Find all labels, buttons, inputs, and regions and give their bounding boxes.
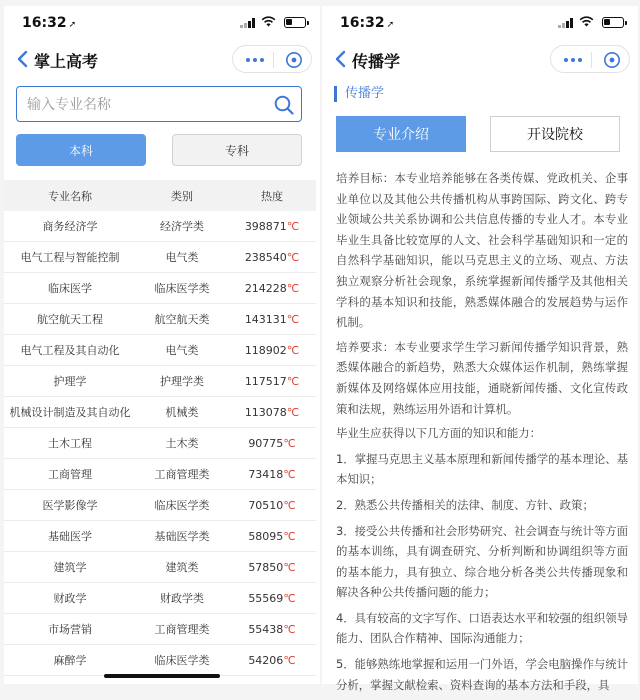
table-row[interactable]	[4, 645, 316, 676]
table-row[interactable]	[4, 459, 316, 490]
heat-unit: ℃	[283, 591, 296, 605]
major-category: 临床医学类	[154, 654, 210, 667]
table-row[interactable]	[4, 552, 316, 583]
location-arrow-icon: ➚	[386, 20, 395, 30]
major-category: 财政学类	[160, 592, 204, 605]
heat-cell	[228, 561, 316, 574]
heat-cell	[228, 530, 316, 543]
major-category: 经济学类	[160, 220, 204, 233]
page-title: 传播学	[352, 52, 401, 71]
table-row[interactable]	[4, 366, 316, 397]
right-screen	[322, 6, 638, 692]
heat-cell	[228, 592, 316, 605]
header-major-name: 专业名称	[48, 189, 92, 203]
major-category: 土木类	[165, 437, 199, 450]
home-indicator	[104, 674, 220, 678]
status-time: 16:32 ➚	[22, 15, 77, 31]
major-table	[4, 180, 316, 676]
heat-value: 90775	[248, 436, 284, 450]
heat-cell	[228, 375, 316, 388]
more-icon[interactable]	[246, 58, 264, 62]
heat-cell	[228, 468, 316, 481]
search-input[interactable]	[27, 94, 257, 116]
major-name: 机械设计制造及其自动化	[9, 406, 131, 419]
list-item: 2．熟悉公共传播相关的法律、制度、方针、政策；	[336, 497, 594, 512]
major-category: 工商管理类	[154, 623, 210, 636]
signal-icon	[558, 18, 574, 28]
list-item: 5．能够熟练地掌握和运用一门外语，学会电脑操作与统计分析，掌握文献检索、资料查询的基本方法和手段，具	[336, 657, 629, 692]
table-row[interactable]	[4, 242, 316, 273]
heat-unit: ℃	[286, 343, 300, 357]
major-name: 航空航天工程	[37, 313, 103, 326]
heat-cell	[228, 220, 316, 233]
heat-cell	[228, 251, 316, 264]
major-category: 电气类	[165, 251, 199, 264]
header-heat: 热度	[261, 189, 283, 203]
status-bar	[4, 6, 320, 40]
heat-unit: ℃	[283, 436, 296, 450]
table-row[interactable]	[4, 614, 316, 645]
battery-icon	[602, 17, 624, 28]
heat-unit: ℃	[286, 312, 300, 326]
table-header	[4, 180, 316, 211]
mini-program-capsule	[550, 45, 630, 73]
heat-cell	[228, 282, 316, 295]
table-row[interactable]	[4, 428, 316, 459]
heat-cell	[228, 623, 316, 636]
heat-value: 143131	[244, 312, 287, 326]
heat-value: 113078	[244, 405, 287, 419]
table-row[interactable]	[4, 273, 316, 304]
heat-unit: ℃	[286, 374, 300, 388]
major-category: 护理学类	[160, 375, 204, 388]
major-name: 财政学	[53, 592, 87, 605]
table-row[interactable]	[4, 583, 316, 614]
heat-cell	[228, 499, 316, 512]
close-icon[interactable]	[603, 51, 621, 69]
major-category: 临床医学类	[154, 499, 210, 512]
heat-unit: ℃	[283, 529, 296, 543]
major-name: 工商管理	[48, 468, 92, 481]
major-name: 麻醉学	[53, 654, 87, 667]
paragraph-training-goal: 培养目标：本专业培养能够在各类传媒、党政机关、企事业单位以及其他公共传播机构从事跨国际、跨文化、跨专业领域公共关系协调和公共信息传播的专业人才。本专业毕业生具备比较宽厚的人文、社会科学基础知识和一定的自然科学基础知识，能以马克思主义的立场、观点、方法独立观察分析社会现象，系统掌握新闻传播学及其他相关学科的基本知识和技能，熟悉媒体融合的发展趋势与运作机制。	[336, 171, 628, 330]
mini-program-capsule	[232, 45, 312, 73]
more-icon[interactable]	[564, 58, 582, 62]
status-bar	[322, 6, 638, 40]
heat-value: 70510	[248, 498, 284, 512]
chevron-left-icon[interactable]	[334, 49, 348, 69]
list-item: 1．掌握马克思主义基本原理和新闻传播学的基本理论、基本知识；	[336, 451, 629, 487]
major-name: 市场营销	[48, 623, 92, 636]
tab-junior-college[interactable]: 专科	[172, 134, 302, 166]
major-name: 电气工程与智能控制	[20, 251, 120, 264]
tab-offering-schools[interactable]: 开设院校	[490, 116, 620, 152]
battery-icon	[284, 17, 306, 28]
heat-value: 55438	[248, 622, 284, 636]
heat-unit: ℃	[283, 653, 296, 667]
major-category: 机械类	[165, 406, 199, 419]
major-description	[336, 168, 628, 700]
search-icon[interactable]	[273, 94, 295, 116]
major-name: 临床医学	[48, 282, 92, 295]
heat-value: 117517	[244, 374, 287, 388]
heat-value: 55569	[248, 591, 284, 605]
heat-unit: ℃	[286, 405, 300, 419]
close-icon[interactable]	[285, 51, 303, 69]
tab-undergraduate[interactable]: 本科	[16, 134, 146, 166]
major-category: 工商管理类	[154, 468, 210, 481]
heat-unit: ℃	[283, 560, 296, 574]
nav-bar	[4, 40, 320, 80]
location-arrow-icon: ➚	[68, 20, 77, 30]
list-item: 3．接受公共传播和社会形势研究、社会调查与统计等方面的基本训练，具有调查研究、分析判断和协调组织等方面的基本能力，具有独立、综合地分析各类公共传播现象和解决各种公共传播问题的能力；	[336, 523, 629, 600]
list-item: 4．具有较高的文字写作、口语表达水平和较强的组织领导能力、团队合作精神、国际沟通能力；	[336, 610, 629, 646]
heat-cell	[228, 406, 316, 419]
paragraph-training-requirements: 培养要求：本专业要求学生学习新闻传播学知识背景，熟悉媒体融合的新趋势，熟悉大众媒体运作机制，熟练掌握新媒体及网络媒体应用技能，通晓新闻传播、文化宣传政策和法规，熟练运用外语和计算机。	[336, 339, 628, 416]
major-category: 电气类	[165, 344, 199, 357]
table-row[interactable]	[4, 521, 316, 552]
heat-value: 398871	[244, 219, 287, 233]
status-time: 16:32 ➚	[340, 15, 395, 31]
table-row[interactable]	[4, 490, 316, 521]
chevron-left-icon[interactable]	[16, 49, 30, 69]
heat-value: 238540	[244, 250, 287, 264]
header-category: 类别	[171, 189, 193, 203]
heat-value: 57850	[248, 560, 284, 574]
table-row[interactable]	[4, 335, 316, 366]
major-name: 电气工程及其自动化	[20, 344, 120, 357]
search-box	[16, 86, 302, 122]
capsule-divider	[273, 52, 274, 68]
capsule-divider	[591, 52, 592, 68]
major-name: 建筑学	[53, 561, 87, 574]
heat-unit: ℃	[283, 622, 296, 636]
major-category: 基础医学类	[154, 530, 210, 543]
heat-unit: ℃	[283, 498, 296, 512]
left-screen	[4, 6, 320, 684]
wifi-icon	[579, 15, 594, 27]
heat-cell	[228, 344, 316, 357]
heat-cell	[228, 313, 316, 326]
nav-bar	[322, 40, 638, 80]
heat-unit: ℃	[286, 250, 300, 264]
major-category: 航空航天类	[154, 313, 210, 326]
section-heading: 传播学	[334, 86, 384, 102]
paragraph-abilities-intro: 毕业生应获得以下几方面的知识和能力：	[336, 426, 542, 441]
heat-value: 54206	[248, 653, 284, 667]
table-row[interactable]	[4, 397, 316, 428]
wifi-icon	[261, 15, 276, 27]
major-name: 基础医学	[48, 530, 92, 543]
heat-value: 73418	[248, 467, 284, 481]
major-name: 商务经济学	[42, 220, 98, 233]
heat-value: 58095	[248, 529, 284, 543]
heat-cell	[228, 437, 316, 450]
major-name: 土木工程	[48, 437, 92, 450]
heat-unit: ℃	[283, 467, 296, 481]
heat-value: 214228	[244, 281, 287, 295]
table-row[interactable]	[4, 304, 316, 335]
heat-unit: ℃	[286, 281, 300, 295]
tab-major-intro[interactable]: 专业介绍	[336, 116, 466, 152]
heat-cell	[228, 654, 316, 667]
table-body	[4, 211, 316, 676]
major-category: 临床医学类	[154, 282, 210, 295]
signal-icon	[240, 18, 256, 28]
major-category: 建筑类	[165, 561, 199, 574]
table-row[interactable]	[4, 211, 316, 242]
page-title: 掌上高考	[34, 52, 99, 71]
major-name: 护理学	[53, 375, 87, 388]
heat-value: 118902	[244, 343, 287, 357]
major-name: 医学影像学	[42, 499, 98, 512]
heat-unit: ℃	[286, 219, 300, 233]
